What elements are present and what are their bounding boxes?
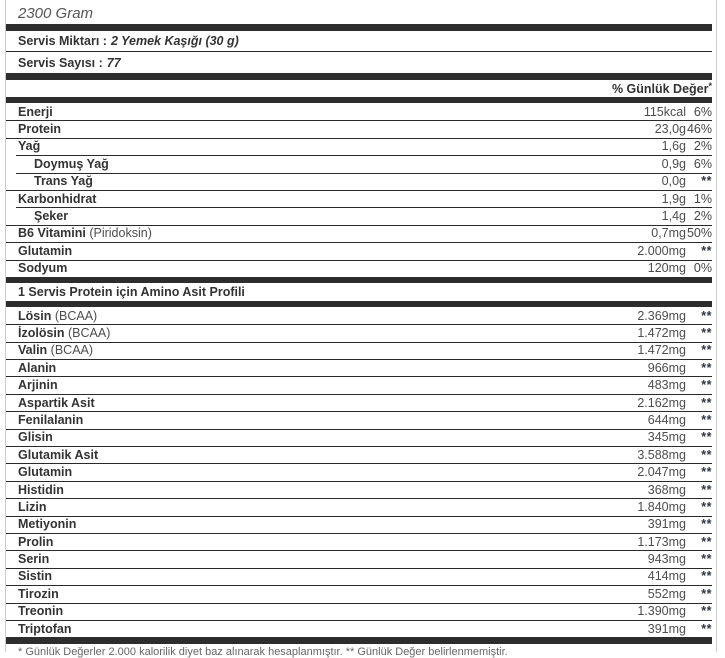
nutrient-name: Sodyum <box>18 261 68 276</box>
nutrient-amount: 391mg <box>647 621 686 636</box>
nutrient-name: Glutamin <box>18 465 73 480</box>
nutrient-name: Karbonhidrat <box>18 191 97 206</box>
nutrient-rows <box>6 103 712 277</box>
daily-value-percent: 0% <box>693 261 712 276</box>
nutrient-name: Tirozin <box>18 586 59 601</box>
nutrient-amount: 1,9g <box>661 191 686 206</box>
daily-value-percent: ** <box>701 395 712 410</box>
daily-value-percent: ** <box>701 243 712 258</box>
daily-value-percent: ** <box>701 552 712 567</box>
table-row <box>6 446 712 463</box>
nutrient-name: Lösin (BCAA) <box>18 308 98 323</box>
amino-acid-rows <box>6 307 712 637</box>
nutrient-amount: 391mg <box>647 517 686 532</box>
table-row <box>6 533 712 550</box>
serving-size-label: Servis Miktarı : <box>18 34 107 48</box>
nutrient-name: Fenilalanin <box>18 412 84 427</box>
nutrient-name: Metiyonin <box>18 517 77 532</box>
daily-value-percent: ** <box>701 447 712 462</box>
daily-value-percent: ** <box>701 308 712 323</box>
nutrient-name: Protein <box>18 122 62 137</box>
table-row <box>6 359 712 376</box>
nutrient-amount: 1,4g <box>661 209 686 224</box>
daily-value-percent: ** <box>701 430 712 445</box>
daily-value-percent: ** <box>701 343 712 358</box>
daily-value-percent: ** <box>701 604 712 619</box>
daily-value-header-text: % Günlük Değer <box>611 81 709 96</box>
nutrient-name: Aspartik Asit <box>18 395 95 410</box>
nutrient-note: (Piridoksin) <box>89 226 152 241</box>
table-row <box>6 242 712 259</box>
daily-value-percent: 50% <box>686 226 712 241</box>
table-row <box>6 190 712 207</box>
nutrient-name: Glutamin <box>18 243 73 258</box>
nutrition-panel <box>5 0 717 658</box>
nutrient-name: Glisin <box>18 430 53 445</box>
table-row <box>6 260 712 277</box>
table-row <box>6 103 712 120</box>
table-row <box>6 620 712 637</box>
nutrient-name: İzolösin (BCAA) <box>18 325 111 340</box>
table-row <box>6 173 712 190</box>
daily-value-percent: 6% <box>693 156 712 171</box>
nutrient-name: Prolin <box>18 534 54 549</box>
table-row <box>6 324 712 341</box>
nutrient-name: Enerji <box>18 104 53 119</box>
nutrient-name: Doymuş Yağ <box>34 156 109 171</box>
daily-value-percent: ** <box>701 412 712 427</box>
nutrient-amount: 1.472mg <box>637 343 686 358</box>
daily-value-percent: 2% <box>693 209 712 224</box>
nutrient-amount: 0,7mg <box>651 226 686 241</box>
nutrient-amount: 345mg <box>647 430 686 445</box>
nutrient-amount: 1.840mg <box>637 499 686 514</box>
nutrient-name: Glutamik Asit <box>18 447 99 462</box>
nutrient-amount: 120mg <box>647 261 686 276</box>
nutrient-amount: 1.173mg <box>637 534 686 549</box>
table-row <box>6 307 712 324</box>
table-row <box>6 585 712 602</box>
nutrient-amount: 0,9g <box>661 156 686 171</box>
nutrient-name: Trans Yağ <box>34 174 93 189</box>
separator-bar <box>6 637 712 644</box>
product-variant-label: 2300 Gram <box>18 5 94 22</box>
nutrient-name: Şeker <box>34 209 69 224</box>
daily-value-percent: ** <box>701 534 712 549</box>
table-row <box>6 376 712 393</box>
nutrient-amount: 644mg <box>647 412 686 427</box>
nutrient-amount: 552mg <box>647 586 686 601</box>
nutrient-amount: 414mg <box>647 569 686 584</box>
nutrient-note: (BCAA) <box>50 343 94 358</box>
daily-value-percent: 46% <box>686 122 712 137</box>
serving-count-row <box>6 52 712 73</box>
serving-size-row <box>6 31 712 52</box>
table-row <box>6 207 712 224</box>
separator-bar <box>6 73 712 80</box>
nutrient-name: Valin (BCAA) <box>18 343 94 358</box>
table-row <box>6 481 712 498</box>
daily-value-percent: ** <box>701 499 712 514</box>
nutrient-amount: 3.588mg <box>637 447 686 462</box>
table-row <box>6 550 712 567</box>
amino-acid-section-title: 1 Servis Protein için Amino Asit Profili <box>18 284 245 299</box>
nutrient-name: Serin <box>18 552 50 567</box>
table-row <box>6 342 712 359</box>
serving-count-label: Servis Sayısı : <box>18 55 103 70</box>
serving-size-value: 2 Yemek Kaşığı (30 g) <box>110 34 239 48</box>
nutrient-amount: 1,6g <box>661 139 686 154</box>
nutrient-name: Histidin <box>18 482 64 497</box>
nutrient-name: Lizin <box>18 499 47 514</box>
nutrient-amount: 0,0g <box>661 174 686 189</box>
table-row <box>6 463 712 480</box>
table-row <box>6 429 712 446</box>
nutrient-amount: 115kcal <box>643 104 686 119</box>
serving-count-value: 77 <box>106 55 121 70</box>
nutrient-amount: 368mg <box>647 482 686 497</box>
nutrient-amount: 23,0g <box>654 122 686 137</box>
nutrient-amount: 2.000mg <box>637 243 686 258</box>
daily-value-percent: ** <box>701 465 712 480</box>
table-row <box>6 225 712 242</box>
table-row <box>6 120 712 137</box>
table-row <box>6 516 712 533</box>
daily-value-percent: ** <box>701 378 712 393</box>
daily-value-percent: ** <box>701 569 712 584</box>
nutrient-amount: 2.047mg <box>637 465 686 480</box>
nutrient-amount: 1.390mg <box>637 604 686 619</box>
nutrient-note: (BCAA) <box>54 308 98 323</box>
table-row <box>6 155 712 172</box>
nutrient-name: Arjinin <box>18 378 58 393</box>
nutrient-note: (BCAA) <box>68 325 111 340</box>
nutrient-amount: 2.162mg <box>637 395 686 410</box>
table-row <box>6 394 712 411</box>
daily-value-percent: ** <box>701 482 712 497</box>
nutrient-amount: 943mg <box>647 552 686 567</box>
table-row <box>6 603 712 620</box>
table-row <box>6 411 712 428</box>
daily-value-header: % Günlük Değer * <box>611 80 712 96</box>
table-row <box>6 138 712 155</box>
nutrient-name: Treonin <box>18 604 64 619</box>
nutrient-amount: 483mg <box>647 378 686 393</box>
daily-value-percent: ** <box>701 325 712 340</box>
daily-value-percent: ** <box>701 360 712 375</box>
nutrient-name: Yağ <box>18 139 41 154</box>
nutrient-amount: 1.472mg <box>637 325 686 340</box>
nutrient-amount: 966mg <box>647 360 686 375</box>
daily-value-percent: ** <box>701 621 712 636</box>
daily-value-percent: 1% <box>693 191 712 206</box>
daily-value-percent: ** <box>701 174 712 189</box>
daily-value-percent: ** <box>701 586 712 601</box>
nutrient-name: B6 Vitamini (Piridoksin) <box>18 226 152 241</box>
daily-value-percent: 2% <box>693 139 712 154</box>
nutrient-amount: 2.369mg <box>637 308 686 323</box>
table-row <box>6 568 712 585</box>
daily-value-percent: 6% <box>693 104 712 119</box>
nutrient-name: Triptofan <box>18 621 72 636</box>
table-row <box>6 498 712 515</box>
separator-bar <box>6 24 712 31</box>
daily-value-footnote: * Günlük Değerler 2.000 kalorilik diyet baz alınarak hesaplanmıştır. ** Günlük Değer belirlenmemiştir. <box>18 646 508 658</box>
nutrient-name: Sistin <box>18 569 53 584</box>
nutrient-name: Alanin <box>18 360 57 375</box>
daily-value-percent: ** <box>701 517 712 532</box>
